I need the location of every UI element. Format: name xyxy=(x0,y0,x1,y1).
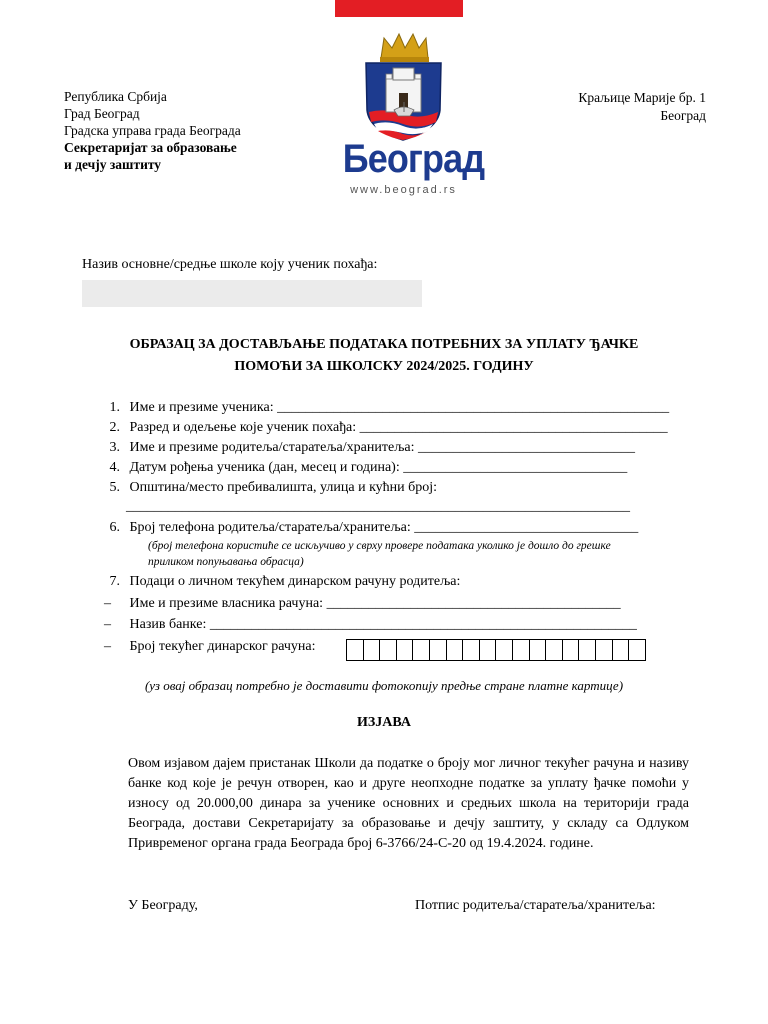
item-text: Име и презиме власника рачуна: __________________________________________ xyxy=(129,596,621,611)
card-copy-note: (уз овај образац потребно је доставити фотокопију предње стране платне картице) xyxy=(144,678,624,693)
account-digit-box[interactable] xyxy=(513,639,530,661)
form-title xyxy=(60,334,708,378)
account-number-boxes[interactable] xyxy=(346,639,646,661)
form-item-phone[interactable] xyxy=(100,519,638,537)
account-digit-box[interactable] xyxy=(380,639,397,661)
account-digit-box[interactable] xyxy=(613,639,630,661)
address-block xyxy=(578,89,706,125)
item-text: Име и презиме родитеља/старатеља/хранитеља: _______________________________ xyxy=(129,440,635,455)
form-item-residence-line[interactable] xyxy=(126,498,630,516)
address-line: Краљице Марије бр. 1 xyxy=(578,90,706,105)
account-digit-box[interactable] xyxy=(397,639,414,661)
form-item-residence[interactable] xyxy=(100,479,437,497)
top-color-bar xyxy=(335,0,463,17)
city-website: www.beograd.rs xyxy=(350,184,457,196)
account-digit-box[interactable] xyxy=(629,639,646,661)
account-digit-box[interactable] xyxy=(463,639,480,661)
dash: – xyxy=(104,596,111,611)
issuer-line: Град Београд xyxy=(64,106,140,121)
account-digit-box[interactable] xyxy=(364,639,381,661)
form-item-account-owner[interactable] xyxy=(104,595,621,613)
city-wordmark: Београд xyxy=(342,137,485,181)
item-text: ________________________________________________________________________ xyxy=(126,499,630,514)
statement-title: ИЗЈАВА xyxy=(357,715,411,730)
signature-place: У Београду, xyxy=(128,898,198,913)
account-digit-box[interactable] xyxy=(413,639,430,661)
item-text: Број телефона родитеља/старатеља/хранитеља: ________________________________ xyxy=(129,520,639,535)
issuer-line: Секретаријат за образовање xyxy=(64,140,237,155)
account-digit-box[interactable] xyxy=(480,639,497,661)
account-digit-box[interactable] xyxy=(563,639,580,661)
item-number: 6. xyxy=(109,520,120,535)
form-item-bank-data xyxy=(100,573,460,591)
issuer-line: и дечју заштиту xyxy=(64,157,162,172)
school-name-field[interactable] xyxy=(82,280,422,307)
school-name-label: Назив основне/средње школе коју ученик похађа: xyxy=(82,257,378,272)
item-text: Назив банке: _____________________________________________________________ xyxy=(129,617,637,632)
form-item-student-name[interactable] xyxy=(100,399,669,417)
form-item-bank-name[interactable] xyxy=(104,616,637,634)
account-digit-box[interactable] xyxy=(530,639,547,661)
dash: – xyxy=(104,639,111,654)
issuer-line: Република Србија xyxy=(64,89,167,104)
item-number: 1. xyxy=(109,400,120,415)
phone-note: (број телефона користиће се искључиво у сврху провере података уколико је дошло до грешке xyxy=(148,540,611,552)
statement-body: Овом изјавом дајем пристанак Школи да податке о броју мог личног текућег рачуна и називу банке код које је речун отворен, као и друге неопходне податке за уплату ђачке помоћи у износу од 20.000,00 динара за ученике основних и средњих школа на територији града Београда, достави Секретаријату за образовање и дечју заштиту, у складу са Одлуком Привременог органа града Београда број 6-3766/24-С-20 од 19.4.2024. године. xyxy=(128,756,689,851)
item-text: Датум рођења ученика (дан, месец и година): ________________________________ xyxy=(129,460,628,475)
item-number: 7. xyxy=(109,574,120,589)
account-digit-box[interactable] xyxy=(347,639,364,661)
form-item-grade-class[interactable] xyxy=(100,419,668,437)
issuer-block xyxy=(64,88,241,173)
account-digit-box[interactable] xyxy=(430,639,447,661)
item-number: 4. xyxy=(109,460,120,475)
account-digit-box[interactable] xyxy=(579,639,596,661)
account-digit-box[interactable] xyxy=(596,639,613,661)
signature-label: Потпис родитеља/старатеља/хранитеља: xyxy=(415,898,656,913)
address-line: Београд xyxy=(660,108,706,123)
item-text: Број текућег динарског рачуна: xyxy=(129,639,316,654)
form-title-line: ОБРАЗАЦ ЗА ДОСТАВЉАЊЕ ПОДАТАКА ПОТРЕБНИХ ЗА УПЛАТУ ЂАЧКЕ xyxy=(129,337,639,352)
item-text: Име и презиме ученика: ________________________________________________________ xyxy=(129,400,670,415)
form-item-parent-name[interactable] xyxy=(100,439,635,457)
account-digit-box[interactable] xyxy=(546,639,563,661)
form-item-birth-date[interactable] xyxy=(100,459,627,477)
account-digit-box[interactable] xyxy=(447,639,464,661)
item-number: 2. xyxy=(109,420,120,435)
item-text: Подаци о личном текућем динарском рачуну родитеља: xyxy=(129,574,461,589)
form-title-line: ПОМОЋИ ЗА ШКОЛСКУ 2024/2025. ГОДИНУ xyxy=(234,359,534,374)
phone-note: приликом попуњавања обрасца) xyxy=(148,556,304,568)
dash: – xyxy=(104,617,111,632)
item-text: Разред и одељење које ученик похађа: ____________________________________________ xyxy=(129,420,668,435)
item-number: 5. xyxy=(109,480,120,495)
item-number: 3. xyxy=(109,440,120,455)
account-digit-box[interactable] xyxy=(496,639,513,661)
form-item-account-number xyxy=(104,638,315,656)
issuer-line: Градска управа града Београда xyxy=(64,123,241,138)
item-text: Општина/место пребивалишта, улица и кућни број: xyxy=(129,480,438,495)
